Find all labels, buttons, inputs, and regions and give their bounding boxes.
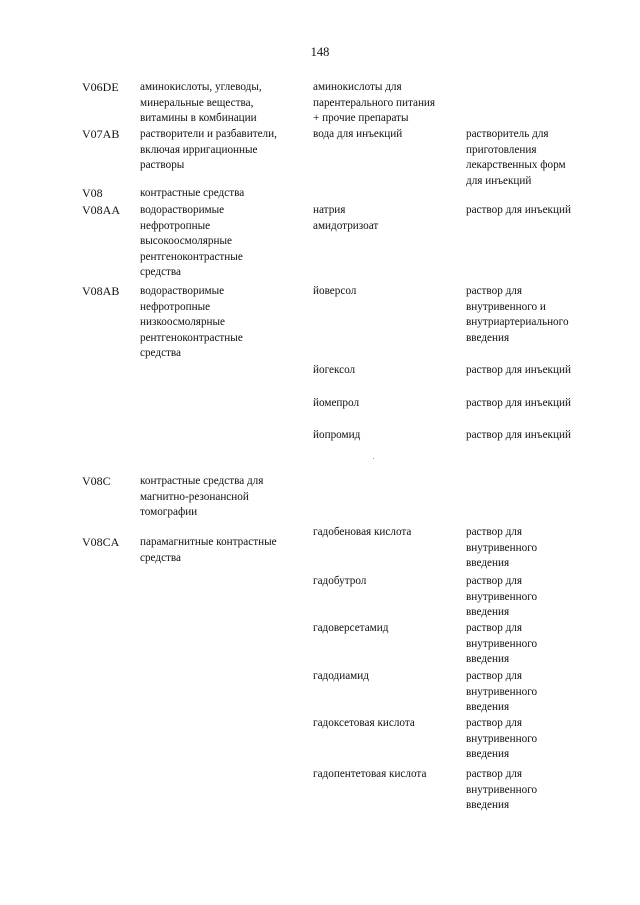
dosage-form: растворитель для приготовления лекарственных форм для инъекций [466, 128, 566, 187]
atc-code: V07AB [82, 127, 120, 141]
drug-name: гадоверсетамид [313, 622, 389, 634]
dosage-form: раствор для внутривенного введения [466, 526, 538, 570]
group-name: водорастворимые нефротропные высокоосмолярные рентгеноконтрастные средства [140, 204, 243, 279]
page-number: 148 [310, 45, 330, 59]
drug-name: натрия амидотризоат [313, 204, 379, 232]
drug-name: вода для инъекций [313, 128, 403, 140]
drug-name: гадобеновая кислота [313, 526, 412, 538]
drug-name: аминокислоты для парентерального питания + прочие препараты [313, 81, 436, 125]
dosage-form: раствор для внутривенного введения [466, 575, 538, 619]
group-name: парамагнитные контрастные средства [140, 536, 277, 564]
dosage-form: раствор для инъекций [466, 204, 571, 216]
dosage-form: раствор для внутривенного введения [466, 768, 538, 812]
drug-name: гадопентетовая кислота [313, 768, 427, 780]
dosage-form: раствор для внутривенного введения [466, 670, 538, 714]
drug-name: гадоксетовая кислота [313, 717, 415, 729]
drug-name: йопромид [313, 429, 361, 441]
drug-name: йомепрол [313, 397, 360, 409]
atc-code: V08AB [82, 284, 120, 298]
atc-code: V06DE [82, 80, 119, 94]
atc-code: V08 [82, 186, 103, 200]
drug-name: йогексол [313, 364, 356, 376]
group-name: контрастные средства [140, 187, 245, 199]
dosage-form: раствор для инъекций [466, 429, 571, 441]
group-name: аминокислоты, углеводы, минеральные вещества, витамины в комбинации [140, 81, 262, 125]
atc-code: V08AA [82, 203, 120, 217]
drug-name: гадодиамид [313, 670, 369, 682]
group-name: растворители и разбавители, включая ирригационные растворы [140, 128, 277, 172]
group-name: контрастные средства для магнитно-резонансной томографии [140, 475, 264, 519]
dosage-form: раствор для внутривенного введения [466, 622, 538, 666]
scan-speck [373, 458, 374, 459]
dosage-form: раствор для инъекций [466, 397, 571, 409]
drug-name: йоверсол [313, 285, 357, 297]
atc-code: V08CA [82, 535, 120, 549]
dosage-form: раствор для инъекций [466, 364, 571, 376]
dosage-form: раствор для внутривенного введения [466, 717, 538, 761]
dosage-form: раствор для внутривенного и внутриартериального введения [466, 285, 569, 344]
atc-code: V08C [82, 474, 111, 488]
drug-name: гадобутрол [313, 575, 367, 587]
group-name: водорастворимые нефротропные низкоосмолярные рентгеноконтрастные средства [140, 285, 243, 360]
